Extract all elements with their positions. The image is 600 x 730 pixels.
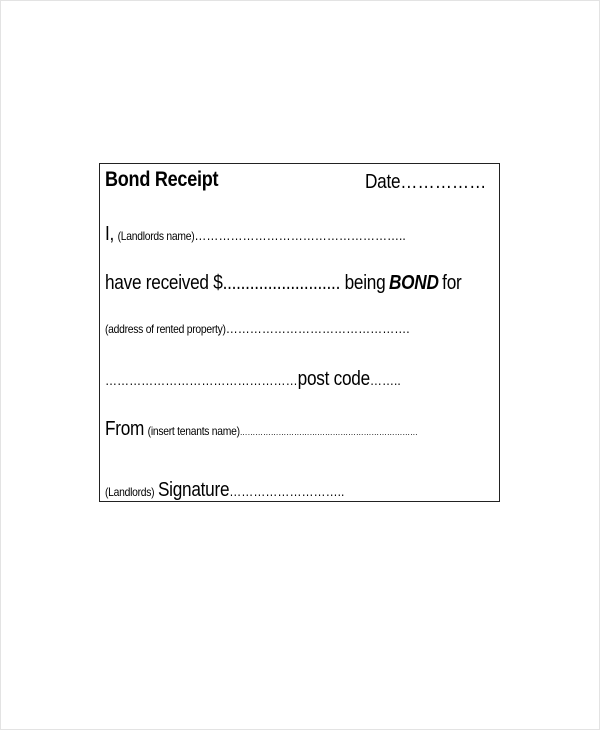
header-row	[105, 168, 237, 192]
received-row-inner	[105, 272, 461, 295]
landlord-hint: (Landlords name)	[117, 229, 195, 243]
for-word: for	[442, 272, 462, 294]
receipt-title: Bond Receipt	[105, 168, 219, 191]
landlord-prefix: I,	[105, 223, 115, 245]
signature-label: Signature	[157, 479, 230, 501]
landlord-dots: ……………………………………………..	[194, 227, 406, 243]
tenant-row	[105, 418, 469, 441]
date-row-inner	[365, 171, 486, 194]
landlord-row-inner	[105, 223, 406, 246]
tenant-dots: ……………………………………………………………	[239, 427, 418, 437]
postcode-row-inner	[105, 368, 401, 391]
tenant-row-inner	[105, 418, 418, 441]
signature-hint: (Landlords)	[105, 485, 155, 499]
signature-row	[105, 479, 383, 502]
postcode-dots: ……..	[369, 372, 401, 388]
landlord-row	[105, 223, 455, 246]
tenant-hint: (insert tenants name)	[147, 424, 240, 438]
header-row-inner	[105, 168, 218, 192]
from-label: From	[105, 418, 145, 440]
signature-dots: ………………………..	[229, 483, 345, 499]
address-hint: (address of rented property)	[105, 322, 226, 336]
address-dots: ……………………………………….	[225, 320, 410, 336]
address-row-inner	[105, 320, 410, 338]
address-cont-dots: …………………………………………	[105, 372, 298, 388]
date-row	[365, 171, 506, 194]
address-row	[105, 320, 459, 338]
received-text: have received $.......................... being	[105, 272, 386, 294]
postcode-label: post code	[297, 368, 370, 390]
date-label: Date	[365, 171, 401, 193]
date-dots: ……………	[400, 171, 487, 193]
postcode-row	[105, 368, 449, 391]
received-row	[105, 272, 520, 295]
bond-word: BOND	[389, 272, 439, 294]
signature-row-inner	[105, 479, 344, 502]
bond-receipt-box	[99, 163, 500, 502]
